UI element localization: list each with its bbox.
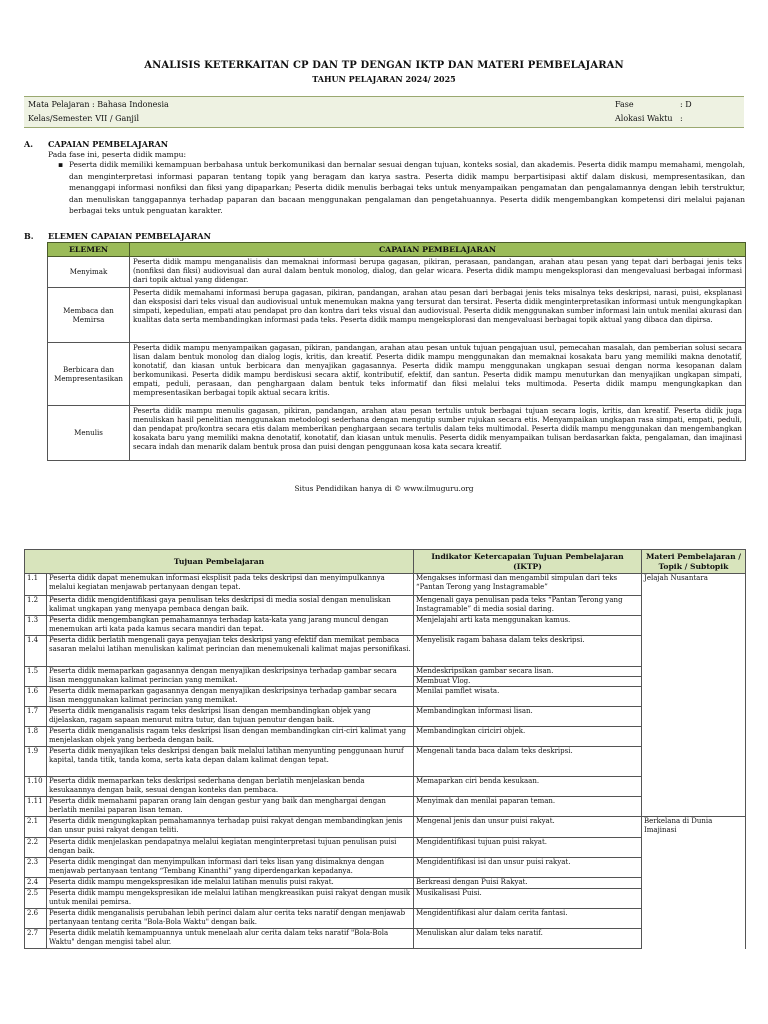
col-iktp: Indikator Ketercapaian Tujuan Pembelajaran (IKTP) xyxy=(414,550,642,574)
section-b-letter: B. xyxy=(24,231,34,241)
tp-number: 1.8 xyxy=(25,727,47,747)
iktp-text: Mendeskripsikan gambar secara lisan. xyxy=(414,667,642,677)
tp-text: Peserta didik berlatih mengenali gaya penyajian teks deskripsi yang efektif dan memikat pembaca sasaran melalui latihan menuliskan kalimat perincian dan menemukenali kalimat majas personifikasi. xyxy=(47,636,414,667)
tp-number: 1.6 xyxy=(25,687,47,707)
table-row xyxy=(48,343,746,406)
tp-text: Peserta didik menjelaskan pendapatnya melalui kegiatan menginterpretasi tujuan penulisan puisi dengan baik. xyxy=(47,838,414,858)
capaian-cell: Peserta didik mampu menganalisis dan memaknai informasi berupa gagasan, pikiran, perasaan, pandangan, arahan atau pesan yang tepat dari berbagai jenis teks (nonfiksi dan fiksi) audiovisual dan aural dalam bentuk monolog, dialog, dan gelar wicara. Peserta didik mampu mengeksplorasi dan mengevaluasi berbagai informasi dari topik aktual yang didengar. xyxy=(130,257,746,288)
table-row xyxy=(25,889,746,909)
elemen-cell: Menyimak xyxy=(48,257,130,288)
iktp-text: Membuat Vlog. xyxy=(414,677,642,687)
iktp-text: Musikalisasi Puisi. xyxy=(414,889,642,909)
tp-number: 2.2 xyxy=(25,838,47,858)
iktp-text: Menuliskan alur dalam teks naratif. xyxy=(414,929,642,949)
tp-text: Peserta didik mengembangkan pemahamannya terhadap kata-kata yang jarang muncul dengan menemukan arti kata pada kamus secara mandiri dan tepat. xyxy=(47,616,414,636)
iktp-text: Mengenali tanda baca dalam teks deskripsi. xyxy=(414,747,642,777)
table-row xyxy=(48,406,746,461)
table-row xyxy=(25,878,746,889)
col-materi: Materi Pembelajaran / Topik / Subtopik xyxy=(642,550,746,574)
tp-table xyxy=(24,549,746,949)
tp-number: 2.7 xyxy=(25,929,47,949)
iktp-text: Membandingkan ciriciri objek. xyxy=(414,727,642,747)
iktp-text: Menyimak dan menilai paparan teman. xyxy=(414,797,642,817)
tp-text: Peserta didik mampu mengekspresikan ide melalui latihan menulis puisi rakyat. xyxy=(47,878,414,889)
table-row xyxy=(25,616,746,636)
tp-number: 2.5 xyxy=(25,889,47,909)
tp-number: 1.7 xyxy=(25,707,47,727)
kelas-label: Kelas/Semester xyxy=(28,114,92,123)
mapel-value: : Bahasa Indonesia xyxy=(92,100,169,109)
elemen-table xyxy=(47,242,746,461)
col-elemen: ELEMEN xyxy=(48,243,130,257)
tp-text: Peserta didik mampu mengekspresikan ide melalui latihan mengkreasikan puisi rakyat dengan musik untuk menilai pemirsa. xyxy=(47,889,414,909)
table-row xyxy=(25,596,746,616)
kelas-value: : VII / Ganjil xyxy=(90,114,140,123)
mapel-label: Mata Pelajaran xyxy=(28,100,90,109)
table-row xyxy=(25,687,746,707)
elemen-cell: Menulis xyxy=(48,406,130,461)
tp-text: Peserta didik dapat menemukan informasi eksplisit pada teks deskripsi dan menyimpulkannya melalui kegiatan menjawab pertanyaan dengan tepat. xyxy=(47,574,414,596)
tp-number: 1.11 xyxy=(25,797,47,817)
col-tp: Tujuan Pembelajaran xyxy=(25,550,414,574)
table-row xyxy=(25,858,746,878)
table-row xyxy=(25,929,746,949)
document-title: ANALISIS KETERKAITAN CP DAN TP DENGAN IKTP DAN MATERI PEMBELAJARAN xyxy=(144,60,624,71)
section-a-text: Peserta didik memiliki kemampuan berbahasa untuk berkomunikasi dan bernalar sesuai dengan tujuan, konteks sosial, dan akademis. Peserta didik mampu memahami, mengolah, dan menginterpretasi informasi paparan tentang topik yang beragam dan karya sastra. Peserta didik mampu berpartisipasi aktif dalam diskusi, mempresentasikan, dan menanggapi informasi nonfiksi dan fiksi yang dipaparkan; Peserta didik menulis berbagai teks untuk menyampaikan pengamatan dan pengalamannya dengan lebih terstruktur, dan menuliskan tanggapannya terhadap paparan dan bacaan menggunakan pengalaman dan pengetahuannya. Peserta didik mengembangkan kompetensi diri melalui pajanan berbagai teks untuk penguatan karakter. xyxy=(69,160,745,216)
table-row xyxy=(25,636,746,667)
bullet-icon: ▪ xyxy=(58,160,64,169)
iktp-text: Mengidentifikasi tujuan puisi rakyat. xyxy=(414,838,642,858)
table-row xyxy=(25,727,746,747)
document-subtitle: TAHUN PELAJARAN 2024/ 2025 xyxy=(312,74,456,84)
tp-number: 1.1 xyxy=(25,574,47,596)
tp-text: Peserta didik memaparkan teks deskripsi sederhana dengan berlatih menjelaskan benda kesukaannya dengan baik, sesuai dengan konteks dan pembaca. xyxy=(47,777,414,797)
iktp-text: Mengakses informasi dan mengambil simpulan dari teks “Pantan Terong yang Instagramable” xyxy=(414,574,642,596)
tp-text: Peserta didik mengidentifikasi gaya penulisan teks deskripsi di media sosial dengan menuliskan kalimat ungkapan yang menyapa pembaca dengan baik. xyxy=(47,596,414,616)
tp-number: 1.2 xyxy=(25,596,47,616)
section-a-intro: Pada fase ini, peserta didik mampu: xyxy=(48,150,187,159)
table-row xyxy=(25,797,746,817)
section-a-letter: A. xyxy=(24,139,33,149)
tp-text: Peserta didik menganalisis ragam teks deskripsi lisan dengan membandingkan ciri-ciri kalimat yang menjelaskan objek yang berbeda dengan baik. xyxy=(47,727,414,747)
tp-text: Peserta didik memaparkan gagasannya dengan menyajikan deskripsinya terhadap gambar secara lisan menggunakan kalimat perincian yang memikat. xyxy=(47,687,414,707)
tp-text: Peserta didik melatih kemampuannya untuk menelaah alur cerita dalam teks naratif "Bola-Bola Waktu" dengan mengisi tabel alur. xyxy=(47,929,414,949)
info-band xyxy=(24,96,744,128)
section-a-heading: CAPAIAN PEMBELAJARAN xyxy=(48,139,169,149)
table-row xyxy=(25,707,746,727)
tp-text: Peserta didik memaparkan gagasannya dengan menyajikan deskripsinya terhadap gambar secara lisan menggunakan kalimat perincian yang memikat. xyxy=(47,667,414,687)
section-b-heading: ELEMEN CAPAIAN PEMBELAJARAN xyxy=(48,231,211,241)
iktp-text: Berkreasi dengan Puisi Rakyat. xyxy=(414,878,642,889)
iktp-text: Menyelisik ragam bahasa dalam teks deskripsi. xyxy=(414,636,642,667)
elemen-cell: Berbicara dan Mempresentasikan xyxy=(48,343,130,406)
tp-number: 1.5 xyxy=(25,667,47,687)
table-row xyxy=(48,288,746,343)
table-row xyxy=(48,257,746,288)
iktp-text: Membandingkan informasi lisan. xyxy=(414,707,642,727)
tp-number: 2.6 xyxy=(25,909,47,929)
fase-value: : D xyxy=(680,100,692,109)
iktp-text: Mengidentifikasi alur dalam cerita fantasi. xyxy=(414,909,642,929)
table-row xyxy=(25,777,746,797)
footer-credit: Situs Pendidikan hanya di © www.ilmuguru.org xyxy=(294,484,474,493)
tp-text: Peserta didik menganalisis perubahan lebih perinci dalam alur cerita teks naratif dengan menjawab pertanyaan tentang cerita "Bola-Bola Waktu" dengan baik. xyxy=(47,909,414,929)
alokasi-label: Alokasi Waktu xyxy=(615,114,673,123)
capaian-cell: Peserta didik mampu menyampaikan gagasan, pikiran, pandangan, arahan atau pesan untuk tujuan pengajuan usul, pemecahan masalah, dan pemberian solusi secara lisan dalam bentuk monolog dan dialog logis, kritis, dan kreatif. Peserta didik mampu menggunakan dan memaknai kosakata baru yang memiliki makna denotatif, konotatif, dan kiasan untuk berbicara dan menyajikan gagasannya. Peserta didik mampu menggunakan ungkapan sesuai dengan norma kesopanan dalam berkomunikasi. Peserta didik mampu berdiskusi secara aktif, kontributif, efektif, dan santun. Peserta didik mampu menuturkan dan menyajikan ungkapan simpati, empati, peduli, perasaan, dan penghargaan dalam bentuk teks informatif dan fiksi melalui teks multimoda. Peserta didik mampu mengungkapkan dan mempresentasikan berbagai topik aktual secara kritis. xyxy=(130,343,746,406)
iktp-text: Mengidentifikasi isi dan unsur puisi rakyat. xyxy=(414,858,642,878)
alokasi-value: : xyxy=(680,114,683,123)
tp-text: Peserta didik memahami paparan orang lain dengan gestur yang baik dan menghargai dengan berlatih menilai paparan lisan teman. xyxy=(47,797,414,817)
tp-number: 1.10 xyxy=(25,777,47,797)
tp-number: 2.4 xyxy=(25,878,47,889)
table-row xyxy=(25,838,746,858)
iktp-text: Menjelajahi arti kata menggunakan kamus. xyxy=(414,616,642,636)
tp-number: 2.1 xyxy=(25,817,47,838)
table-row xyxy=(25,667,746,677)
iktp-text: Mengenali gaya penulisan pada teks “Pantan Terong yang Instagramable” di media sosial daring. xyxy=(414,596,642,616)
capaian-cell: Peserta didik mampu menulis gagasan, pikiran, pandangan, arahan atau pesan tertulis untuk berbagai tujuan secara logis, kritis, dan kreatif. Peserta didik juga menuliskan hasil penelitian menggunakan metodologi sederhana dengan mengutip sumber rujukan secara etis. Menyampaikan ungkapan rasa simpati, empati, peduli, dan pendapat pro/kontra secara etis dalam memberikan penghargaan secara tertulis dalam teks multimodal. Peserta didik mampu menggunakan dan mengembangkan kosakata baru yang memiliki makna denotatif, konotatif, dan kiasan untuk menulis. Peserta didik menyampaikan tulisan berdasarkan fakta, pengalaman, dan imajinasi secara indah dan menarik dalam bentuk prosa dan puisi dengan penggunaan kosa kata secara kreatif. xyxy=(130,406,746,461)
tp-number: 2.3 xyxy=(25,858,47,878)
materi-cell: Jelajah Nusantara xyxy=(642,574,746,817)
capaian-cell: Peserta didik memahami informasi berupa gagasan, pikiran, pandangan, arahan atau pesan dari berbagai jenis teks misalnya teks deskripsi, narasi, puisi, eksplanasi dan eksposisi dari teks visual dan audiovisual untuk menemukan makna yang tersurat dan tersirat. Peserta didik menginterpretasikan informasi untuk mengungkapkan simpati, kepedulian, empati atau pendapat pro dan kontra dari teks visual dan audiovisual. Peserta didik menggunakan sumber informasi lain untuk menilai akurasi dan kualitas data serta membandingkan informasi pada teks. Peserta didik mampu mengeksplorasi dan mengevaluasi berbagai topik aktual yang dibaca dan dipirsa. xyxy=(130,288,746,343)
table-row xyxy=(25,817,746,838)
iktp-text: Mengenal jenis dan unsur puisi rakyat. xyxy=(414,817,642,838)
materi-cell: Berkelana di Dunia Imajinasi xyxy=(642,817,746,949)
elemen-cell: Membaca dan Memirsa xyxy=(48,288,130,343)
table-row xyxy=(25,909,746,929)
tp-number: 1.4 xyxy=(25,636,47,667)
table-row xyxy=(25,574,746,596)
col-capaian: CAPAIAN PEMBELAJARAN xyxy=(130,243,746,257)
tp-text: Peserta didik menganalisis ragam teks deskripsi lisan dengan membandingkan objek yang dijelaskan, ragam sapaan menurut mitra tutur, dan tujuan penutur dengan baik. xyxy=(47,707,414,727)
fase-label: Fase xyxy=(615,100,634,109)
table-row xyxy=(25,747,746,777)
tp-number: 1.3 xyxy=(25,616,47,636)
tp-number: 1.9 xyxy=(25,747,47,777)
tp-text: Peserta didik mengingat dan menyimpulkan informasi dari teks lisan yang disimaknya dengan menjawab pertanyaan tentang “Tembang Kinanthi” yang diperdengarkan kepadanya. xyxy=(47,858,414,878)
iktp-text: Memaparkan ciri benda kesukaan. xyxy=(414,777,642,797)
iktp-text: Menilai pamflet wisata. xyxy=(414,687,642,707)
tp-text: Peserta didik mengungkapkan pemahamannya terhadap puisi rakyat dengan membandingkan jenis dan unsur puisi rakyat dengan teliti. xyxy=(47,817,414,838)
tp-text: Peserta didik menyajikan teks deskripsi dengan baik melalui latihan menyunting penggunaan huruf kapital, tanda titik, tanda koma, serta kata depan dalam kalimat dengan tepat. xyxy=(47,747,414,777)
